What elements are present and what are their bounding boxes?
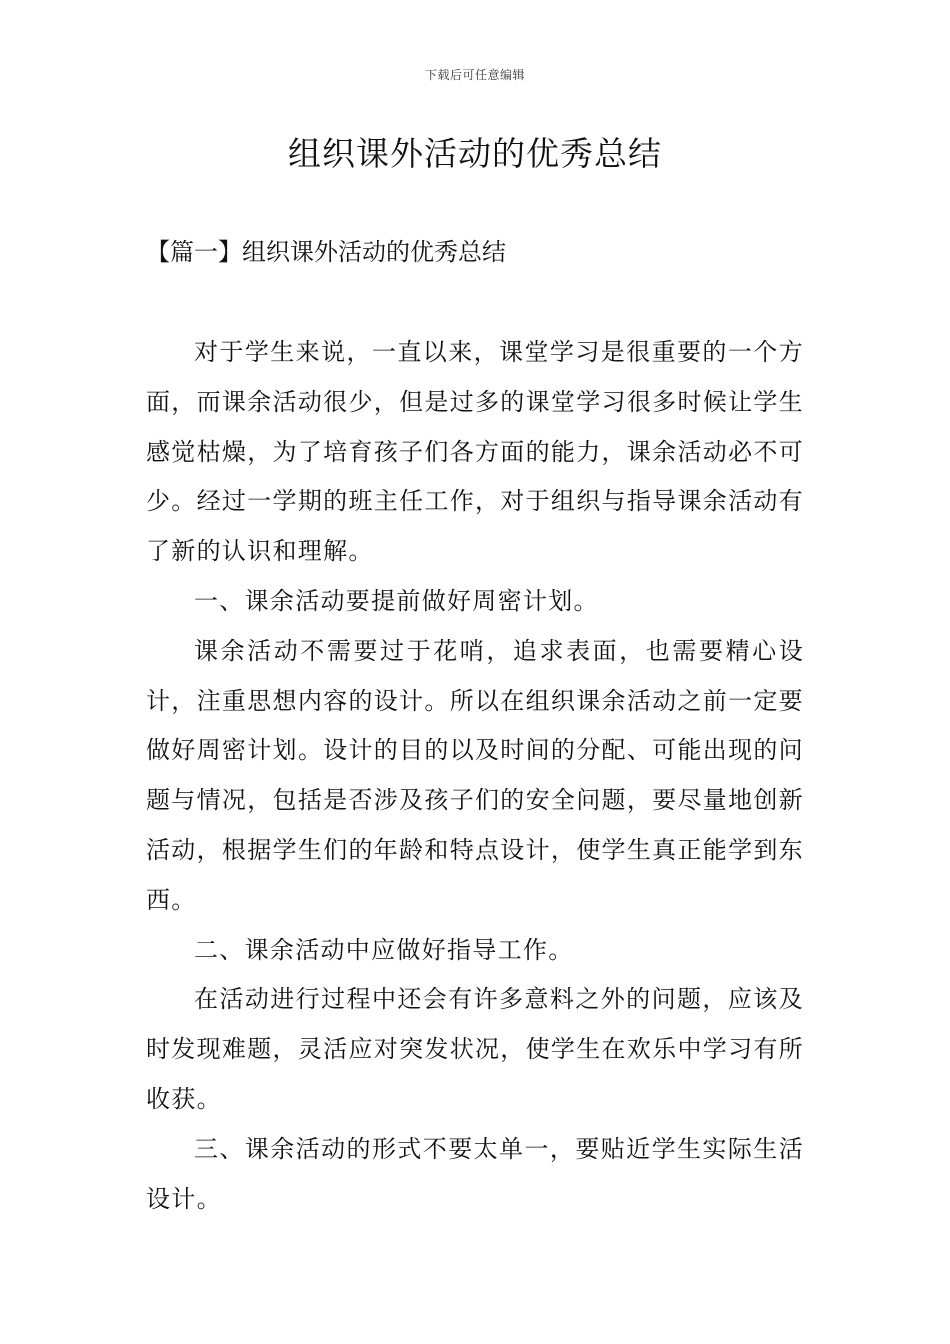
- document-body: [146, 328, 804, 1224]
- document-title: 组织课外活动的优秀总结: [288, 134, 662, 173]
- section-heading: 【篇一】组织课外活动的优秀总结: [146, 238, 506, 266]
- header-note: 下载后可任意编辑: [424, 68, 525, 82]
- paragraph-point-two-heading: 二、课余活动中应做好指导工作。: [194, 935, 574, 964]
- paragraph-intro: 对于学生来说，一直以来，课堂学习是很重要的一个方面，而课余活动很少，但是过多的课堂学习很多时候让学生感觉枯燥，为了培育孩子们各方面的能力，课余活动必不可少。经过一学期的班主任工作，对于组织与指导课余活动有了新的认识和理解。: [146, 338, 804, 566]
- paragraph-point-two-body: 在活动进行过程中还会有许多意料之外的问题，应该及时发现难题，灵活应对突发状况，使学生在欢乐中学习有所收获。: [146, 985, 804, 1113]
- paragraph-point-three-heading: 三、课余活动的形式不要太单一，要贴近学生实际生活设计。: [146, 1134, 804, 1213]
- paragraph-point-one-heading: 一、课余活动要提前做好周密计划。: [194, 586, 599, 615]
- paragraph-point-one-body: 课余活动不需要过于花哨，追求表面，也需要精心设计，注重思想内容的设计。所以在组织课余活动之前一定要做好周密计划。设计的目的以及时间的分配、可能出现的问题与情况，包括是否涉及孩子们的安全问题，要尽量地创新活动，根据学生们的年龄和特点设计，使学生真正能学到东西。: [146, 636, 804, 914]
